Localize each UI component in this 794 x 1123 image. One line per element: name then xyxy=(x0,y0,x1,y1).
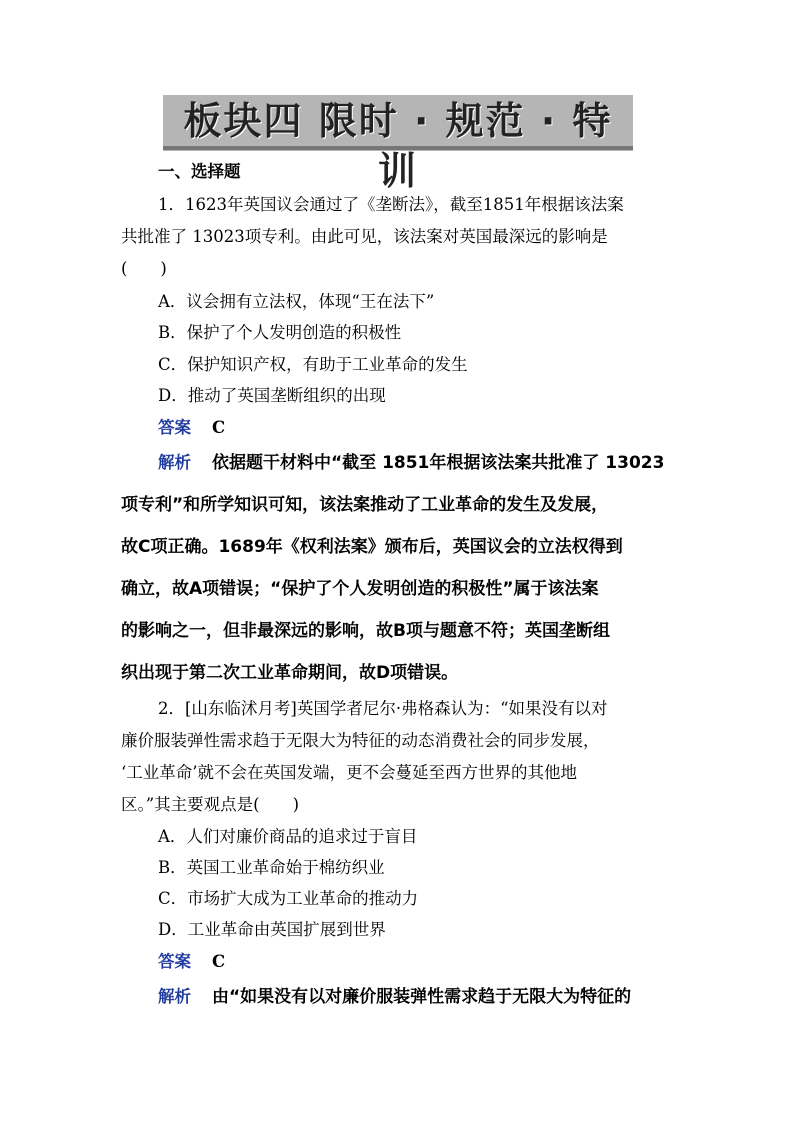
q1-option-b: B．保护了个人发明创造的积极性 xyxy=(158,323,402,342)
q2-stem-line: ‘工业革命’就不会在英国发端，更不会蔓延至西方世界的其他地 xyxy=(121,763,577,782)
q1-option-a: A．议会拥有立法权，体现“王在法下” xyxy=(158,292,435,311)
q1-stem-line: ( ) xyxy=(121,259,167,278)
q1-analysis-line: 确立，故A项错误；“保护了个人发明创造的积极性”属于该法案 xyxy=(121,579,599,599)
q2-analysis-row xyxy=(158,985,631,1009)
q1-analysis-line: 项专利”和所学知识可知，该法案推动了工业革命的发生及发展， xyxy=(121,495,609,515)
q2-option-b: B．英国工业革命始于棉纺织业 xyxy=(158,858,385,877)
q2-analysis-label: 解析 xyxy=(158,987,191,1006)
section-title: 一、选择题 xyxy=(158,162,241,181)
q1-answer-value: C xyxy=(211,418,226,437)
q2-analysis-line: 由“如果没有以对廉价服装弹性需求趋于无限大为特征的 xyxy=(211,987,632,1007)
q1-answer-label: 答案 xyxy=(158,418,191,437)
q1-stem-line: 共批准了 13023项专利。由此可见，该法案对英国最深远的影响是 xyxy=(121,227,608,246)
q2-option-a: A．人们对廉价商品的追求过于盲目 xyxy=(158,827,418,846)
q1-stem-line: 1．1623年英国议会通过了《垄断法》，截至1851年根据该法案 xyxy=(158,195,624,214)
q1-analysis-line: 依据题干材料中“截至 1851年根据该法案共批准了 13023 xyxy=(211,453,665,473)
q1-option-c: C．保护知识产权，有助于工业革命的发生 xyxy=(158,355,468,374)
q2-stem-line: 2．[山东临沭月考]英国学者尼尔·弗格森认为：“如果没有以对 xyxy=(158,699,608,718)
q1-option-d: D．推动了英国垄断组织的出现 xyxy=(158,386,386,405)
q1-analysis-line: 的影响之一，但非最深远的影响，故B项与题意不符；英国垄断组 xyxy=(121,621,610,641)
q2-stem-line: 区。”其主要观点是( ) xyxy=(121,795,300,814)
page-title: 板块四 限时 · 规范 · 特训 xyxy=(183,99,613,193)
q1-analysis-label: 解析 xyxy=(158,453,191,472)
q2-answer-label: 答案 xyxy=(158,952,191,971)
q2-option-c: C．市场扩大成为工业革命的推动力 xyxy=(158,889,419,908)
q1-analysis-row xyxy=(158,451,664,475)
q2-answer-row xyxy=(158,950,225,974)
q2-option-d: D．工业革命由英国扩展到世界 xyxy=(158,920,386,939)
q2-stem-line: 廉价服装弹性需求趋于无限大为特征的动态消费社会的同步发展， xyxy=(121,731,600,750)
q1-answer-row xyxy=(158,416,225,440)
q1-analysis-line: 织出现于第二次工业革命期间，故D项错误。 xyxy=(121,663,459,683)
q2-answer-value: C xyxy=(211,952,226,971)
q1-analysis-line: 故C项正确。1689年《权利法案》颁布后，英国议会的立法权得到 xyxy=(121,537,623,557)
